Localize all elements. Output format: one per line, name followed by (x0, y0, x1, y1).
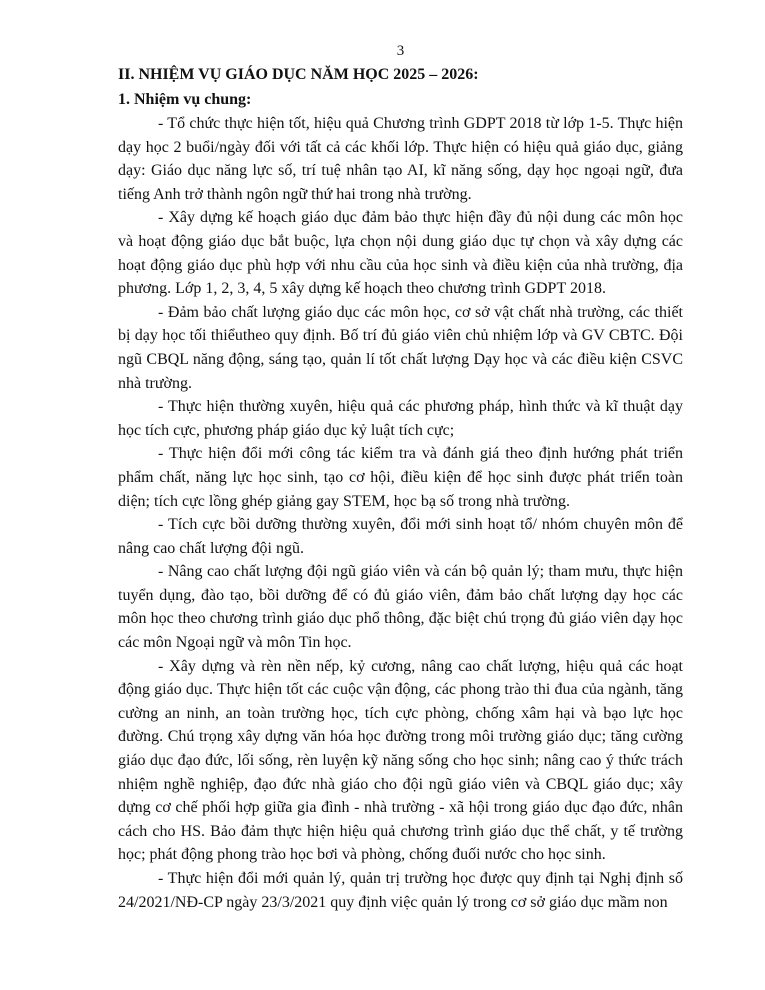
page-number: 3 (396, 43, 405, 59)
sub-heading: 1. Nhiệm vụ chung: (118, 91, 252, 108)
paragraph-5: - Thực hiện đổi mới công tác kiểm tra và đánh giá theo định hướng phát triển phẩm chất, năng lực học sinh, tạo cơ hội, điều kiện để học sinh được phát triển toàn diện; tích cực lồng ghép giảng gay STEM, học bạ số trong nhà trường. (118, 445, 683, 510)
paragraph-2: - Xây dựng kế hoạch giáo dục đảm bảo thực hiện đầy đủ nội dung các môn học và hoạt động giáo dục bắt buộc, lựa chọn nội dung giáo dục tự chọn và xây dựng các hoạt động giáo dục phù hợp với nhu cầu của học sinh và điều kiện của nhà trường, địa phương. Lớp 1, 2, 3, 4, 5 xây dựng kế hoạch theo chương trình GDPT 2018. (118, 209, 683, 298)
paragraph-7: - Nâng cao chất lượng đội ngũ giáo viên và cán bộ quản lý; tham mưu, thực hiện tuyển dụng, đào tạo, bồi dưỡng để có đủ giáo viên, đảm bảo chất lượng dạy học các môn học theo chương trình giáo dục phổ thông, đặc biệt chú trọng đủ giáo viên dạy học các môn Ngoại ngữ và môn Tin học. (118, 563, 683, 652)
document-page (118, 40, 683, 914)
paragraph-4: - Thực hiện thường xuyên, hiệu quả các phương pháp, hình thức và kĩ thuật dạy học tích cực, phương pháp giáo dục kỷ luật tích cực; (118, 398, 683, 439)
paragraph-9: - Thực hiện đổi mới quản lý, quản trị trường học được quy định tại Nghị định số 24/2021/NĐ-CP ngày 23/3/2021 quy định việc quản lý trong cơ sở giáo dục mầm non (118, 870, 683, 911)
paragraph-3: - Đảm bảo chất lượng giáo dục các môn học, cơ sở vật chất nhà trường, các thiết bị dạy học tối thiểutheo quy định. Bố trí đủ giáo viên chủ nhiệm lớp và GV CBTC. Đội ngũ CBQL năng động, sáng tạo, quản lí tốt chất lượng Dạy học và các điều kiện CSVC nhà trường. (118, 303, 683, 392)
paragraph-6: - Tích cực bồi dưỡng thường xuyên, đổi mới sinh hoạt tổ/ nhóm chuyên môn để nâng cao chất lượng đội ngũ. (118, 516, 683, 557)
section-heading: II. NHIỆM VỤ GIÁO DỤC NĂM HỌC 2025 – 2026: (118, 66, 479, 83)
paragraph-1: - Tổ chức thực hiện tốt, hiệu quả Chương trình GDPT 2018 từ lớp 1-5. Thực hiện dạy học 2 buổi/ngày đối với tất cả các khối lớp. Thực hiện có hiệu quả giáo dục, giảng dạy: Giáo dục năng lực số, trí tuệ nhân tạo AI, kĩ năng sống, dạy học ngoại ngữ, đưa tiếng Anh trở thành ngôn ngữ thứ hai trong nhà trường. (118, 115, 683, 203)
paragraph-8: - Xây dựng và rèn nền nếp, kỷ cương, nâng cao chất lượng, hiệu quả các hoạt động giáo dục. Thực hiện tốt các cuộc vận động, các phong trào thi đua của ngành, tăng cường an ninh, an toàn trường học, tích cực phòng, chống xâm hại và bạo lực học đường. Chú trọng xây dựng văn hóa học đường trong môi trường giáo dục; tăng cường giáo dục đạo đức, lối sống, rèn luyện kỹ năng sống cho học sinh; nâng cao ý thức trách nhiệm nghề nghiệp, đạo đức nhà giáo cho đội ngũ giáo viên và CBQL giáo dục; xây dựng cơ chế phối hợp giữa gia đình - nhà trường - xã hội trong giáo dục đạo đức, nhân cách cho HS. Bảo đảm thực hiện hiệu quả chương trình giáo dục thể chất, y tế trường học; phát động phong trào học bơi và phòng, chống đuối nước cho học sinh. (118, 657, 683, 864)
